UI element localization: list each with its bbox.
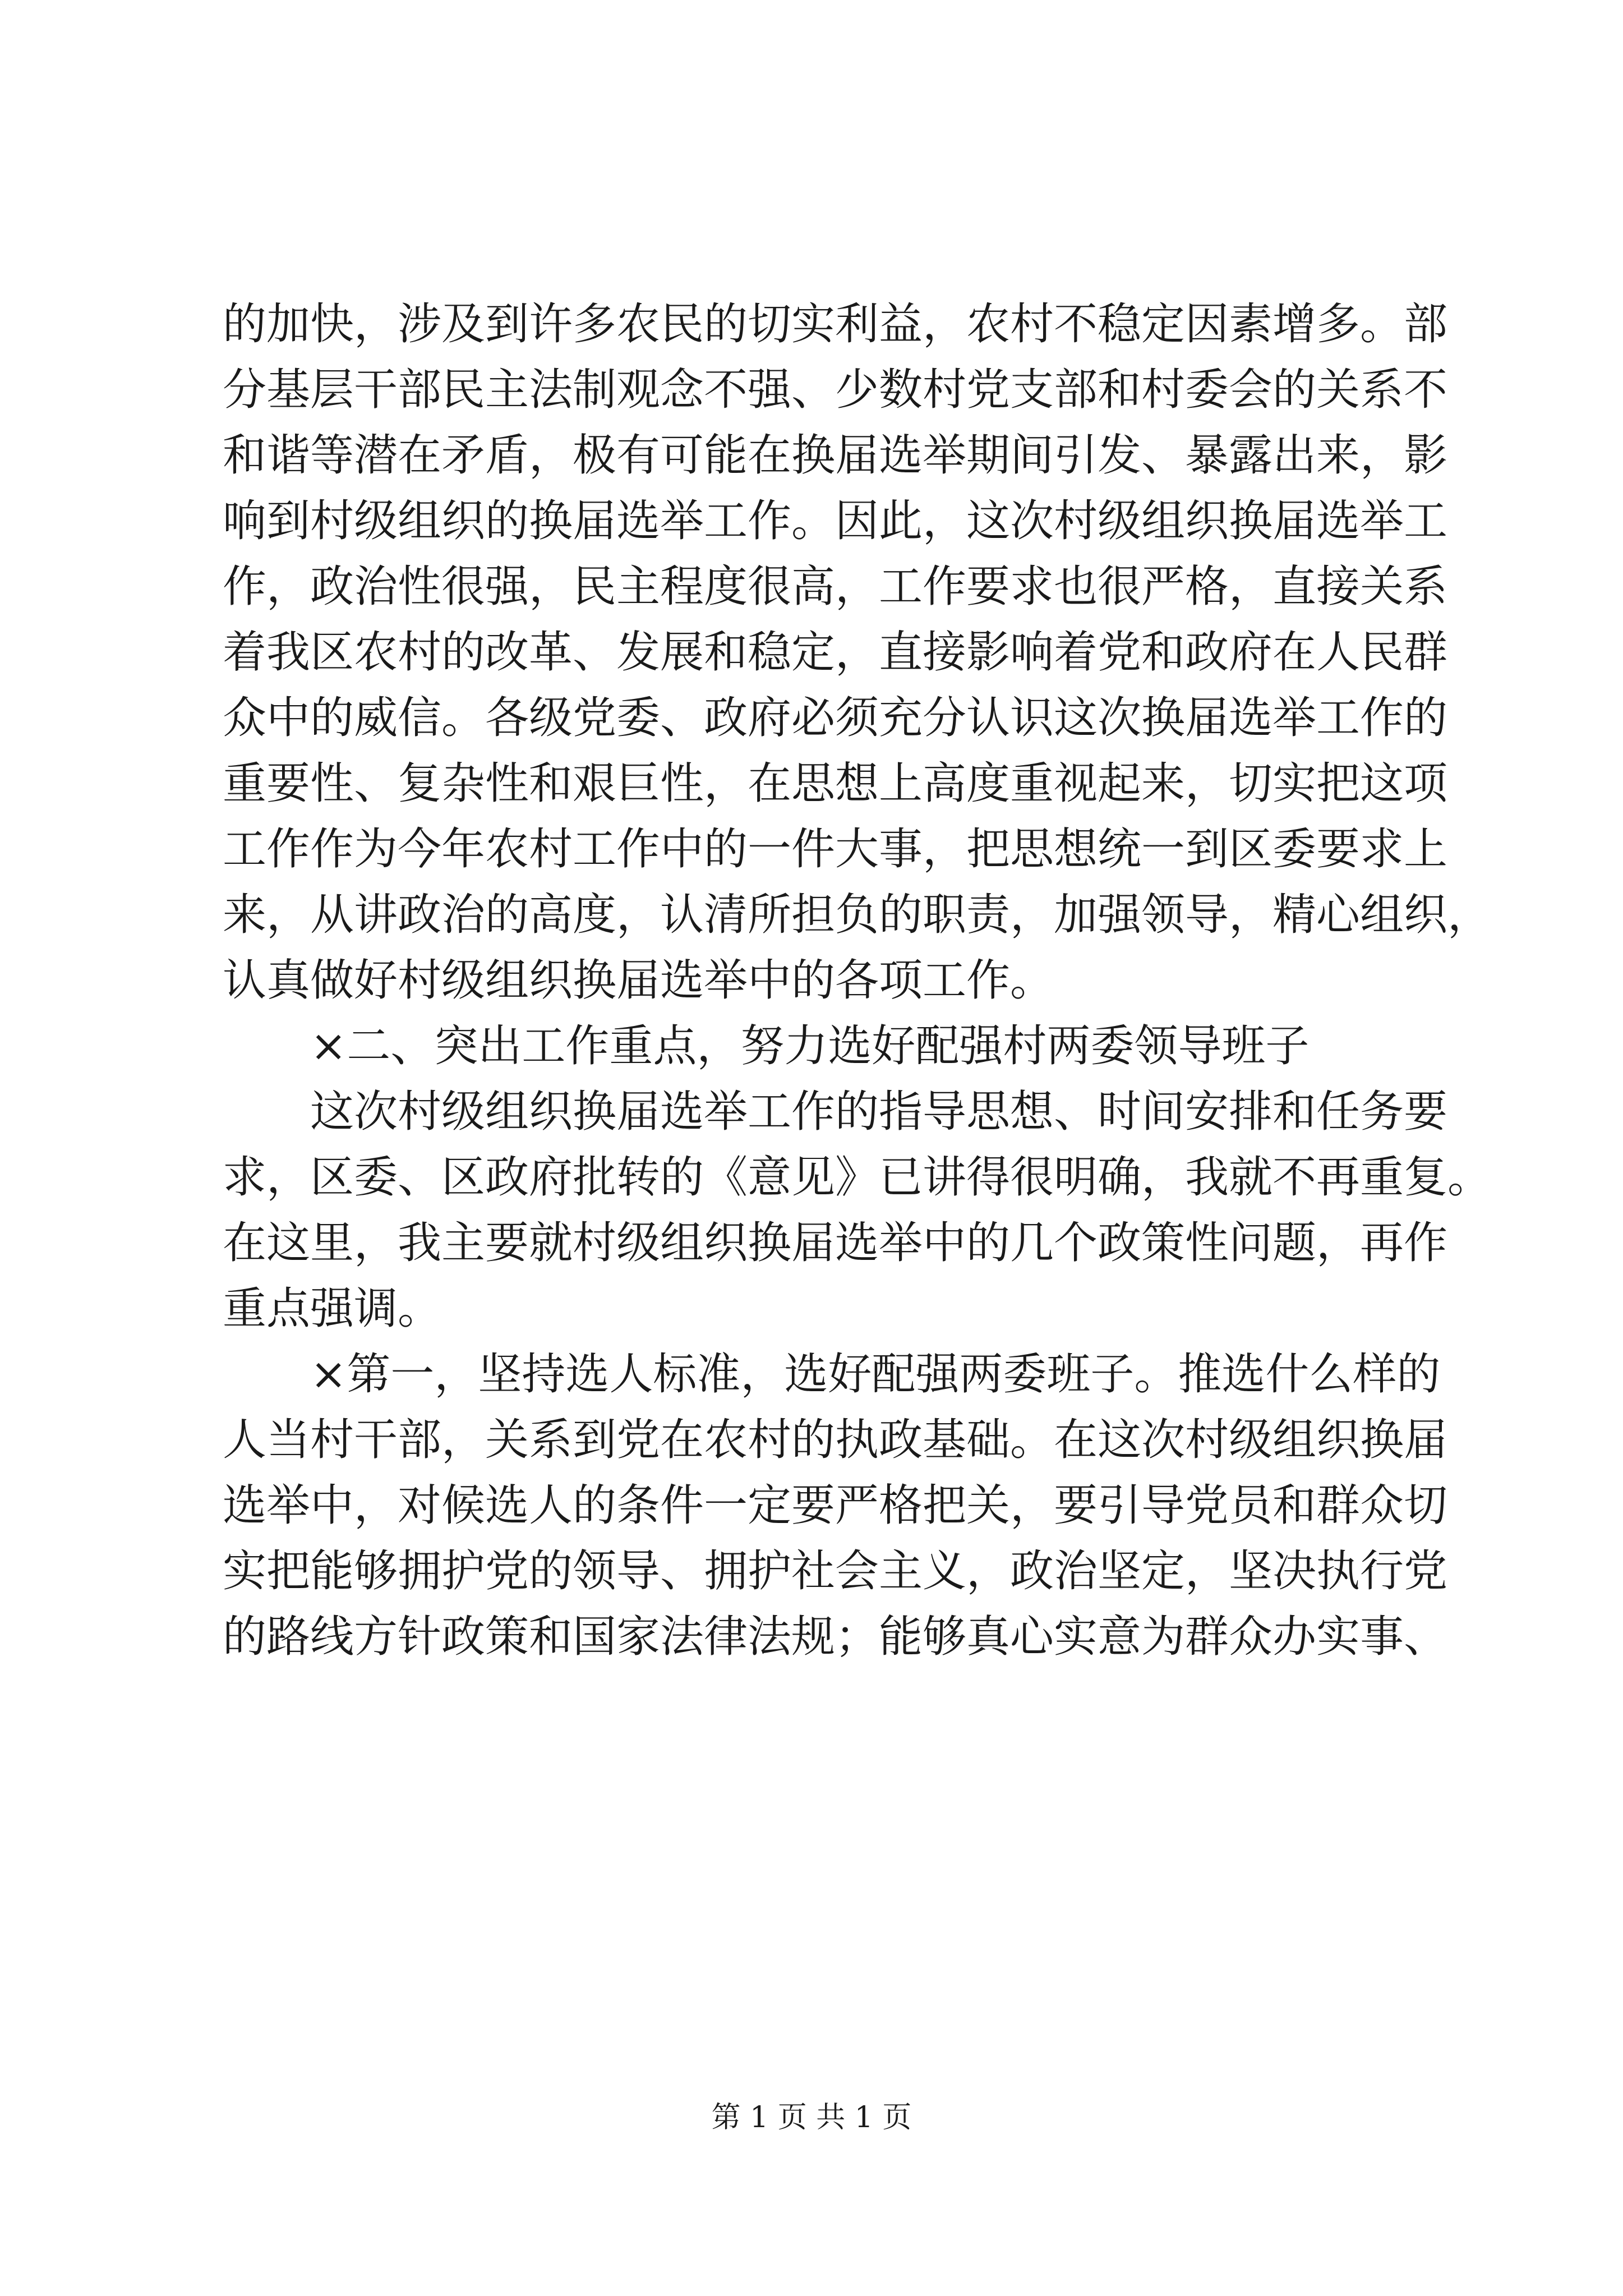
text-line: ×第一，坚持选人标准，选好配强两委班子。推选什么样的: [310, 1349, 1441, 1400]
page-number-label: 第 1 页 共 1 页: [711, 2101, 912, 2134]
text-line: 和谐等潜在矛盾，极有可能在换届选举期间引发、暴露出来，影: [223, 430, 1448, 481]
text-line: 重点强调。: [223, 1283, 442, 1334]
text-line: 众中的威信。各级党委、政府必须充分认识这次换届选举工作的: [223, 693, 1448, 743]
text-line: 作，政治性很强，民主程度很高，工作要求也很严格，直接关系: [223, 562, 1448, 612]
text-line: 响到村级组织的换届选举工作。因此，这次村级组织换届选举工: [223, 496, 1448, 546]
text-line: 在这里，我主要就村级组织换届选举中的几个政策性问题，再作: [223, 1218, 1448, 1268]
page-footer: [0, 2098, 1623, 2137]
text-line: 实把能够拥护党的领导、拥护社会主义，政治坚定，坚决执行党: [223, 1546, 1448, 1596]
text-line: 来，从讲政治的高度，认清所担负的职责，加强领导，精心组织，: [223, 890, 1492, 940]
text-line: 求，区委、区政府批转的《意见》已讲得很明确，我就不再重复。: [223, 1152, 1492, 1203]
text-line: 着我区农村的改革、发展和稳定，直接影响着党和政府在人民群: [223, 627, 1448, 678]
text-line: 的路线方针政策和国家法律法规；能够真心实意为群众办实事、: [223, 1612, 1448, 1662]
text-line: 选举中，对候选人的条件一定要严格把关，要引导党员和群众切: [223, 1480, 1448, 1531]
text-line: 这次村级组织换届选举工作的指导思想、时间安排和任务要: [310, 1087, 1448, 1137]
text-line: 重要性、复杂性和艰巨性，在思想上高度重视起来，切实把这项: [223, 758, 1448, 809]
text-line: 认真做好村级组织换届选举中的各项工作。: [223, 955, 1054, 1006]
text-line: 工作作为今年农村工作中的一件大事，把思想统一到区委要求上: [223, 824, 1448, 875]
text-line: 的加快，涉及到许多农民的切实利益，农村不稳定因素增多。部: [223, 299, 1448, 349]
text-line: 人当村干部，关系到党在农村的执政基础。在这次村级组织换届: [223, 1415, 1448, 1465]
text-line: 分基层干部民主法制观念不强、少数村党支部和村委会的关系不: [223, 365, 1448, 415]
section-heading: ×二、突出工作重点，努力选好配强村两委领导班子: [310, 1021, 1310, 1071]
body-text: [223, 292, 1492, 1670]
